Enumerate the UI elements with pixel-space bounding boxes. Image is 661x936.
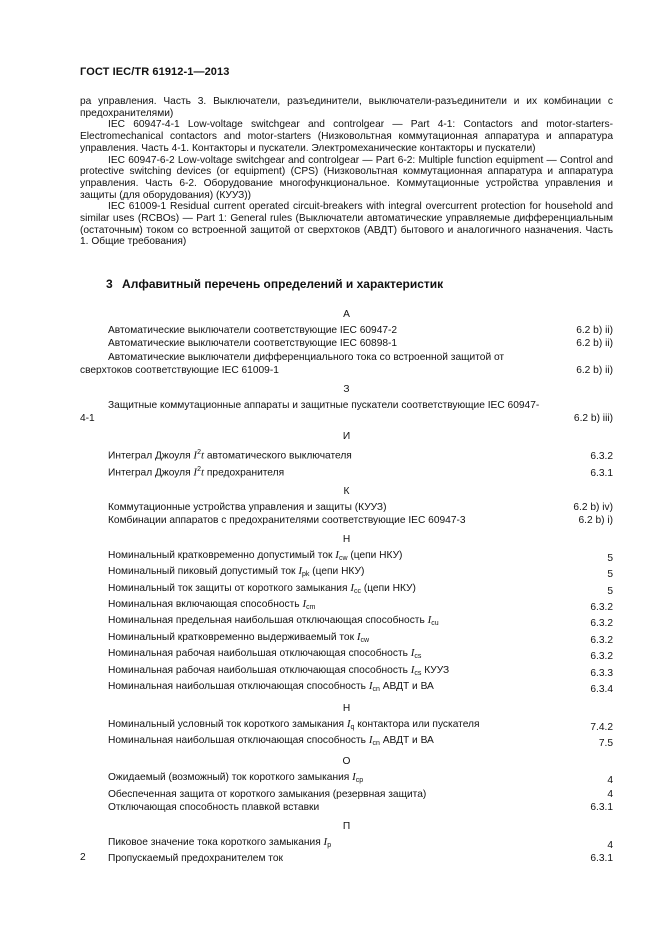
index-entry — [80, 446, 613, 463]
index-entry-term: Номинальная предельная наибольшая отключающая способность $I_{cu}$ — [108, 614, 439, 628]
index-entry — [80, 680, 613, 696]
index-letter: П — [342, 820, 351, 832]
index-letter: З — [343, 383, 350, 395]
index-entry — [80, 399, 613, 426]
index-entry-reference: 6.2 b) ii) — [576, 338, 613, 350]
index-entry-reference: 6.3.2 — [590, 450, 613, 462]
index-entry — [80, 836, 613, 852]
index-entry-reference: 6.3.2 — [590, 618, 613, 630]
index-entry — [80, 337, 613, 350]
normative-references — [80, 96, 613, 248]
index-entry-reference: 6.3.2 — [590, 602, 613, 614]
index-entry-term: Автоматические выключатели соответствующие IEC 60898-1 — [108, 338, 398, 350]
index-entry-term: Номинальная наибольшая отключающая способность $I_{cn}$ АВДТ и ВА — [108, 680, 434, 694]
index-entry-reference: 4 — [607, 839, 613, 851]
document-header: ГОСТ IEC/TR 61912-1—2013 — [80, 66, 230, 78]
reference-paragraph: IEC 60947-4-1 Low-voltage switchgear and controlgear — Part 4-1: Contactors and motor-starters-Electromechanical contactors and motor-starters (Низковольтная коммутационная аппаратура и аппаратура управления. Часть 4-1. Контакторы и пускатели. Электромеханические контакторы и пускатели) — [80, 119, 613, 154]
index-entry-term: Ожидаемый (возможный) ток короткого замыкания $I_{cp}$ — [108, 771, 364, 785]
index-entry — [80, 582, 613, 598]
index-entry-reference: 4 — [607, 788, 613, 800]
index-entry — [80, 324, 613, 337]
index-entry-term: Автоматические выключатели соответствующие IEC 60947-2 — [108, 325, 398, 336]
index-entry — [80, 463, 613, 480]
index-entry-term: Номинальная наибольшая отключающая способность $I_{cn}$ АВДТ и ВА — [108, 733, 434, 747]
index-entry-term: Номинальный кратковременно допустимый ток $I_{cw}$ (цепи НКУ) — [108, 548, 403, 562]
index-entry-reference: 6.3.2 — [590, 634, 613, 646]
index-entry — [80, 631, 613, 647]
section-number: 3 — [106, 277, 113, 291]
index-entry-reference: 6.2 b) iii) — [573, 413, 613, 425]
index-entry — [80, 771, 613, 787]
page-number: 2 — [80, 852, 86, 863]
index-entry-term: Автоматические выключатели дифференциального тока со встроенной защитой от сверхтоков соответствующие IEC 61009-1 — [80, 351, 505, 377]
index-entry — [80, 501, 613, 514]
index-entry-reference: 4 — [607, 775, 613, 787]
index-entry-reference: 5 — [607, 569, 613, 581]
index-entry-term: Интеграл Джоуля $I^2t$ автоматического выключателя — [108, 449, 352, 462]
alphabetical-index — [80, 303, 613, 865]
index-entry-term: Номинальная рабочая наибольшая отключающая способность $I_{cs}$ — [108, 647, 422, 661]
index-entry — [80, 549, 613, 565]
index-entry — [80, 734, 613, 750]
index-entry-term: Обеспеченная защита от короткого замыкания (резервная защита) — [108, 788, 427, 800]
reference-paragraph: IEC 61009-1 Residual current operated circuit-breakers with integral overcurrent protection for household and similar uses (RCBOs) — Part 1: General rules (Выключатели автоматические управляемые дифференциальным (остаточным) током со встроенной защитой от сверхтоков (АВДТ) бытового и аналогичного назначения. Часть 1. Общие требования) — [80, 201, 613, 248]
index-entry-term: Номинальный пиковый допустимый ток $I_{pk}$ (цепи НКУ) — [108, 565, 365, 579]
section-heading — [106, 277, 443, 291]
index-entry-reference: 5 — [607, 552, 613, 564]
index-entry-reference: 6.3.4 — [590, 684, 613, 696]
index-letter: К — [343, 486, 350, 498]
index-entry-term: Коммутационные устройства управления и защиты (КУУЗ) — [108, 502, 387, 514]
index-entry-term: Интеграл Джоуля $I^2t$ предохранителя — [108, 466, 285, 479]
index-entry-term: Номинальный ток защиты от короткого замыкания $I_{cc}$ (цепи НКУ) — [108, 581, 416, 595]
index-entry-term: Пиковое значение тока короткого замыкания $I_p$ — [108, 835, 332, 849]
index-entry-term: Пропускаемый предохранителем ток — [108, 852, 283, 864]
index-entry — [80, 514, 613, 527]
index-entry — [80, 351, 613, 378]
index-entry-reference: 7.4.2 — [590, 721, 613, 733]
section-title: Алфавитный перечень определений и характеристик — [122, 277, 444, 291]
index-entry-reference: 6.3.3 — [590, 667, 613, 679]
index-entry — [80, 788, 613, 801]
index-entry-reference: 6.2 b) iv) — [573, 502, 613, 514]
index-entry — [80, 801, 613, 814]
index-entry-reference: 6.3.1 — [590, 852, 613, 864]
reference-paragraph: ра управления. Часть 3. Выключатели, разъединители, выключатели-разъединители и их комбинации с предохранителями) — [80, 96, 613, 119]
index-entry — [80, 647, 613, 663]
index-entry-reference: 7.5 — [598, 737, 613, 749]
index-entry — [80, 718, 613, 734]
index-entry — [80, 614, 613, 630]
index-entry-reference: 6.3.2 — [590, 651, 613, 663]
index-entry-term: Защитные коммутационные аппараты и защитные пускатели соответствующие IEC 60947-4-1 — [80, 399, 540, 425]
index-entry-term: Номинальная рабочая наибольшая отключающая способность $I_{cs}$ КУУЗ — [108, 663, 450, 677]
index-entry-term: Номинальный кратковременно выдерживаемый ток $I_{cw}$ — [108, 630, 370, 644]
index-entry-term: Отключающая способность плавкой вставки — [108, 802, 320, 814]
index-letter: Н — [342, 702, 351, 714]
index-letter: О — [342, 756, 351, 768]
index-letter: Н — [342, 533, 351, 545]
index-entry-reference: 6.2 b) i) — [578, 515, 613, 527]
index-letter: А — [343, 309, 350, 320]
index-entry-reference: 6.3.1 — [590, 467, 613, 479]
index-entry-term: Номинальный условный ток короткого замыкания $I_q$ контактора или пускателя — [108, 717, 480, 731]
index-entry-reference: 5 — [607, 585, 613, 597]
index-entry-reference: 6.2 b) ii) — [576, 325, 613, 336]
index-entry-term: Комбинации аппаратов с предохранителями соответствующие IEC 60947-3 — [108, 515, 466, 527]
index-entry — [80, 565, 613, 581]
index-entry-reference: 6.2 b) ii) — [576, 365, 613, 377]
index-entry-term: Номинальная включающая способность $I_{cm}$ — [108, 598, 316, 612]
index-letter: И — [342, 431, 351, 443]
index-entry-reference: 6.3.1 — [590, 802, 613, 814]
index-entry — [80, 598, 613, 614]
index-entry — [80, 664, 613, 680]
reference-paragraph: IEC 60947-6-2 Low-voltage switchgear and controlgear — Part 6-2: Multiple function equipment — Control and protective switching devices (or equipment) (CPS) (Низковольтная коммутационная аппаратура и аппаратура управления. Часть 6-2. Оборудование многофункциональное. Коммутационные устройства управления и защиты (для оборудования) (КУУЗ)) — [80, 154, 613, 201]
index-entry — [80, 852, 613, 865]
